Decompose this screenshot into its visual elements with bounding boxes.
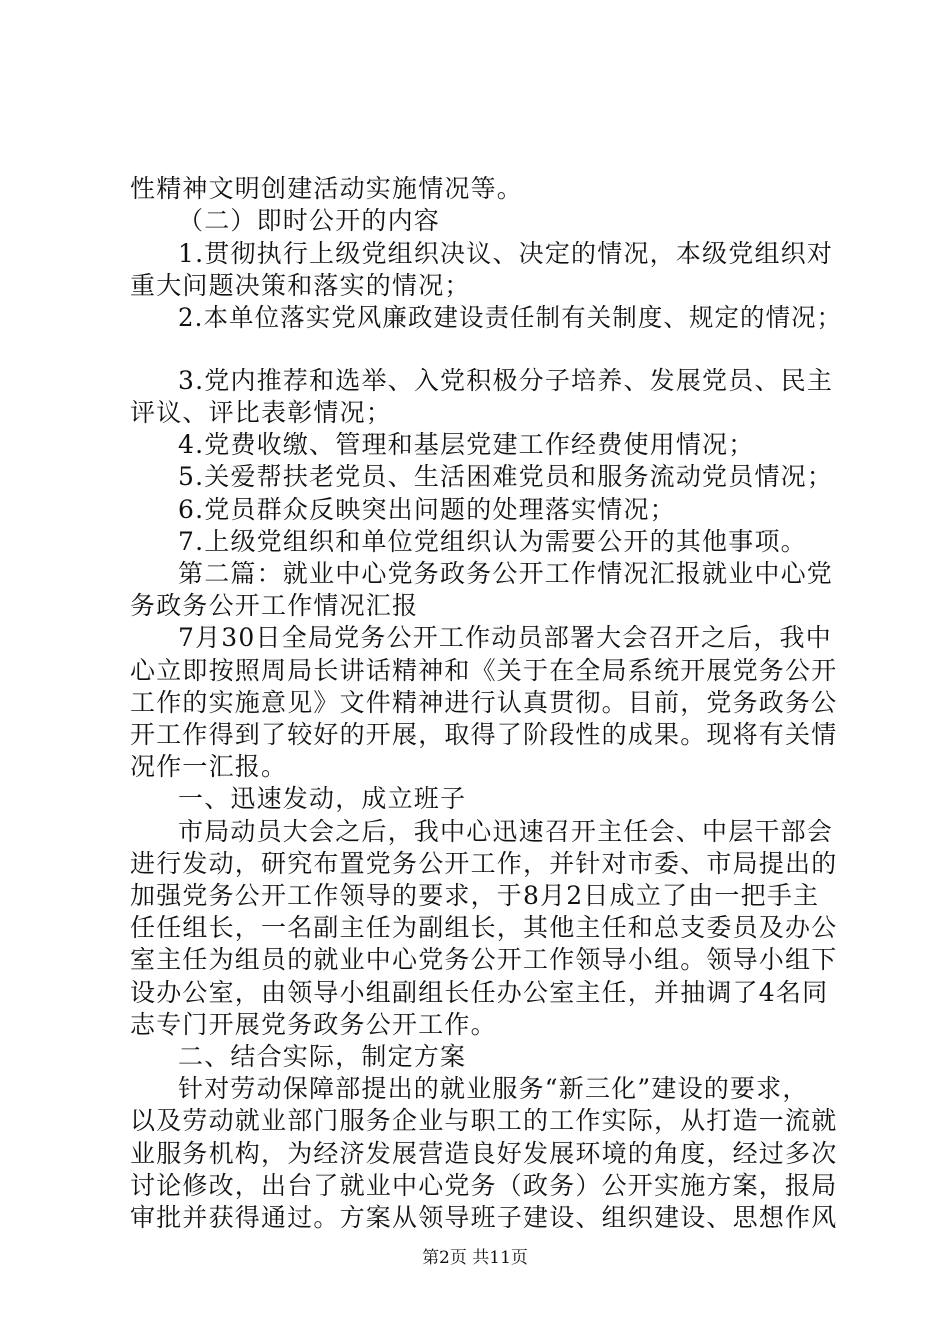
text-line: 志专门开展党务政务公开工作。 — [130, 1010, 497, 1039]
text-line: 评议、评比表彰情况； — [130, 398, 393, 427]
text-line: 况作一汇报。 — [130, 752, 288, 781]
text-line: 3.党内推荐和选举、入党积极分子培养、发展党员、民主 — [178, 366, 834, 395]
text-line: 7月30日全局党务公开工作动员部署大会召开之后，我中 — [178, 623, 832, 652]
text-line: 讨论修改，出台了就业中心党务（政务）公开实施方案，报局 — [130, 1171, 838, 1200]
text-line: 4.党费收缴、管理和基层党建工作经费使用情况； — [178, 430, 755, 459]
subheading: 二、结合实际，制定方案 — [178, 1042, 467, 1071]
text-line: 5.关爱帮扶老党员、生活困难党员和服务流动党员情况； — [178, 462, 834, 491]
text-line: 工作的实施意见》文件精神进行认真贯彻。目前，党务政务公 — [130, 688, 838, 717]
text-line: 2.本单位落实党风廉政建设责任制有关制度、规定的情况； — [178, 303, 843, 332]
text-line: 室主任为组员的就业中心党务公开工作领导小组。领导小组下 — [130, 945, 838, 974]
text-line: 设办公室，由领导小组副组长任办公室主任，并抽调了4名同 — [130, 978, 829, 1007]
text-line: 市局动员大会之后，我中心迅速召开主任会、中层干部会 — [178, 817, 834, 846]
text-line: 重大问题决策和落实的情况； — [130, 271, 471, 300]
text-line: 7.上级党组织和单位党组织认为需要公开的其他事项。 — [178, 527, 807, 556]
text-line: 加强党务公开工作领导的要求，于8月2日成立了由一把手主 — [130, 881, 820, 910]
text-line: 性精神文明创建活动实施情况等。 — [130, 174, 524, 203]
subheading: 一、迅速发动，成立班子 — [178, 784, 467, 813]
text-line: 开工作得到了较好的开展，取得了阶段性的成果。现将有关情 — [130, 720, 838, 749]
text-line: 心立即按照周局长讲话精神和《关于在全局系统开展党务公开 — [130, 656, 838, 685]
text-line: 任任组长，一名副主任为副组长，其他主任和总支委员及办公 — [130, 913, 838, 942]
text-line: 审批并获得通过。方案从领导班子建设、组织建设、思想作风 — [130, 1203, 838, 1232]
page-footer: 第2页 共11页 — [422, 1248, 528, 1268]
text-line: 业服务机构，为经济发展营造良好发展环境的角度，经过多次 — [130, 1139, 838, 1168]
text-line: 6.党员群众反映突出问题的处理落实情况； — [178, 495, 676, 524]
text-line: 1.贯彻执行上级党组织决议、决定的情况，本级党组织对 — [178, 239, 834, 268]
section-heading: 第二篇：就业中心党务政务公开工作情况汇报就业中心党 — [178, 559, 834, 588]
text-line: （二）即时公开的内容 — [178, 206, 441, 235]
text-line: 进行发动，研究布置党务公开工作，并针对市委、市局提出的 — [130, 849, 838, 878]
section-heading: 务政务公开工作情况汇报 — [130, 591, 419, 620]
text-line: 针对劳动保障部提出的就业服务“新三化”建设的要求， — [178, 1074, 809, 1103]
text-line: 以及劳动就业部门服务企业与职工的工作实际，从打造一流就 — [130, 1106, 838, 1135]
